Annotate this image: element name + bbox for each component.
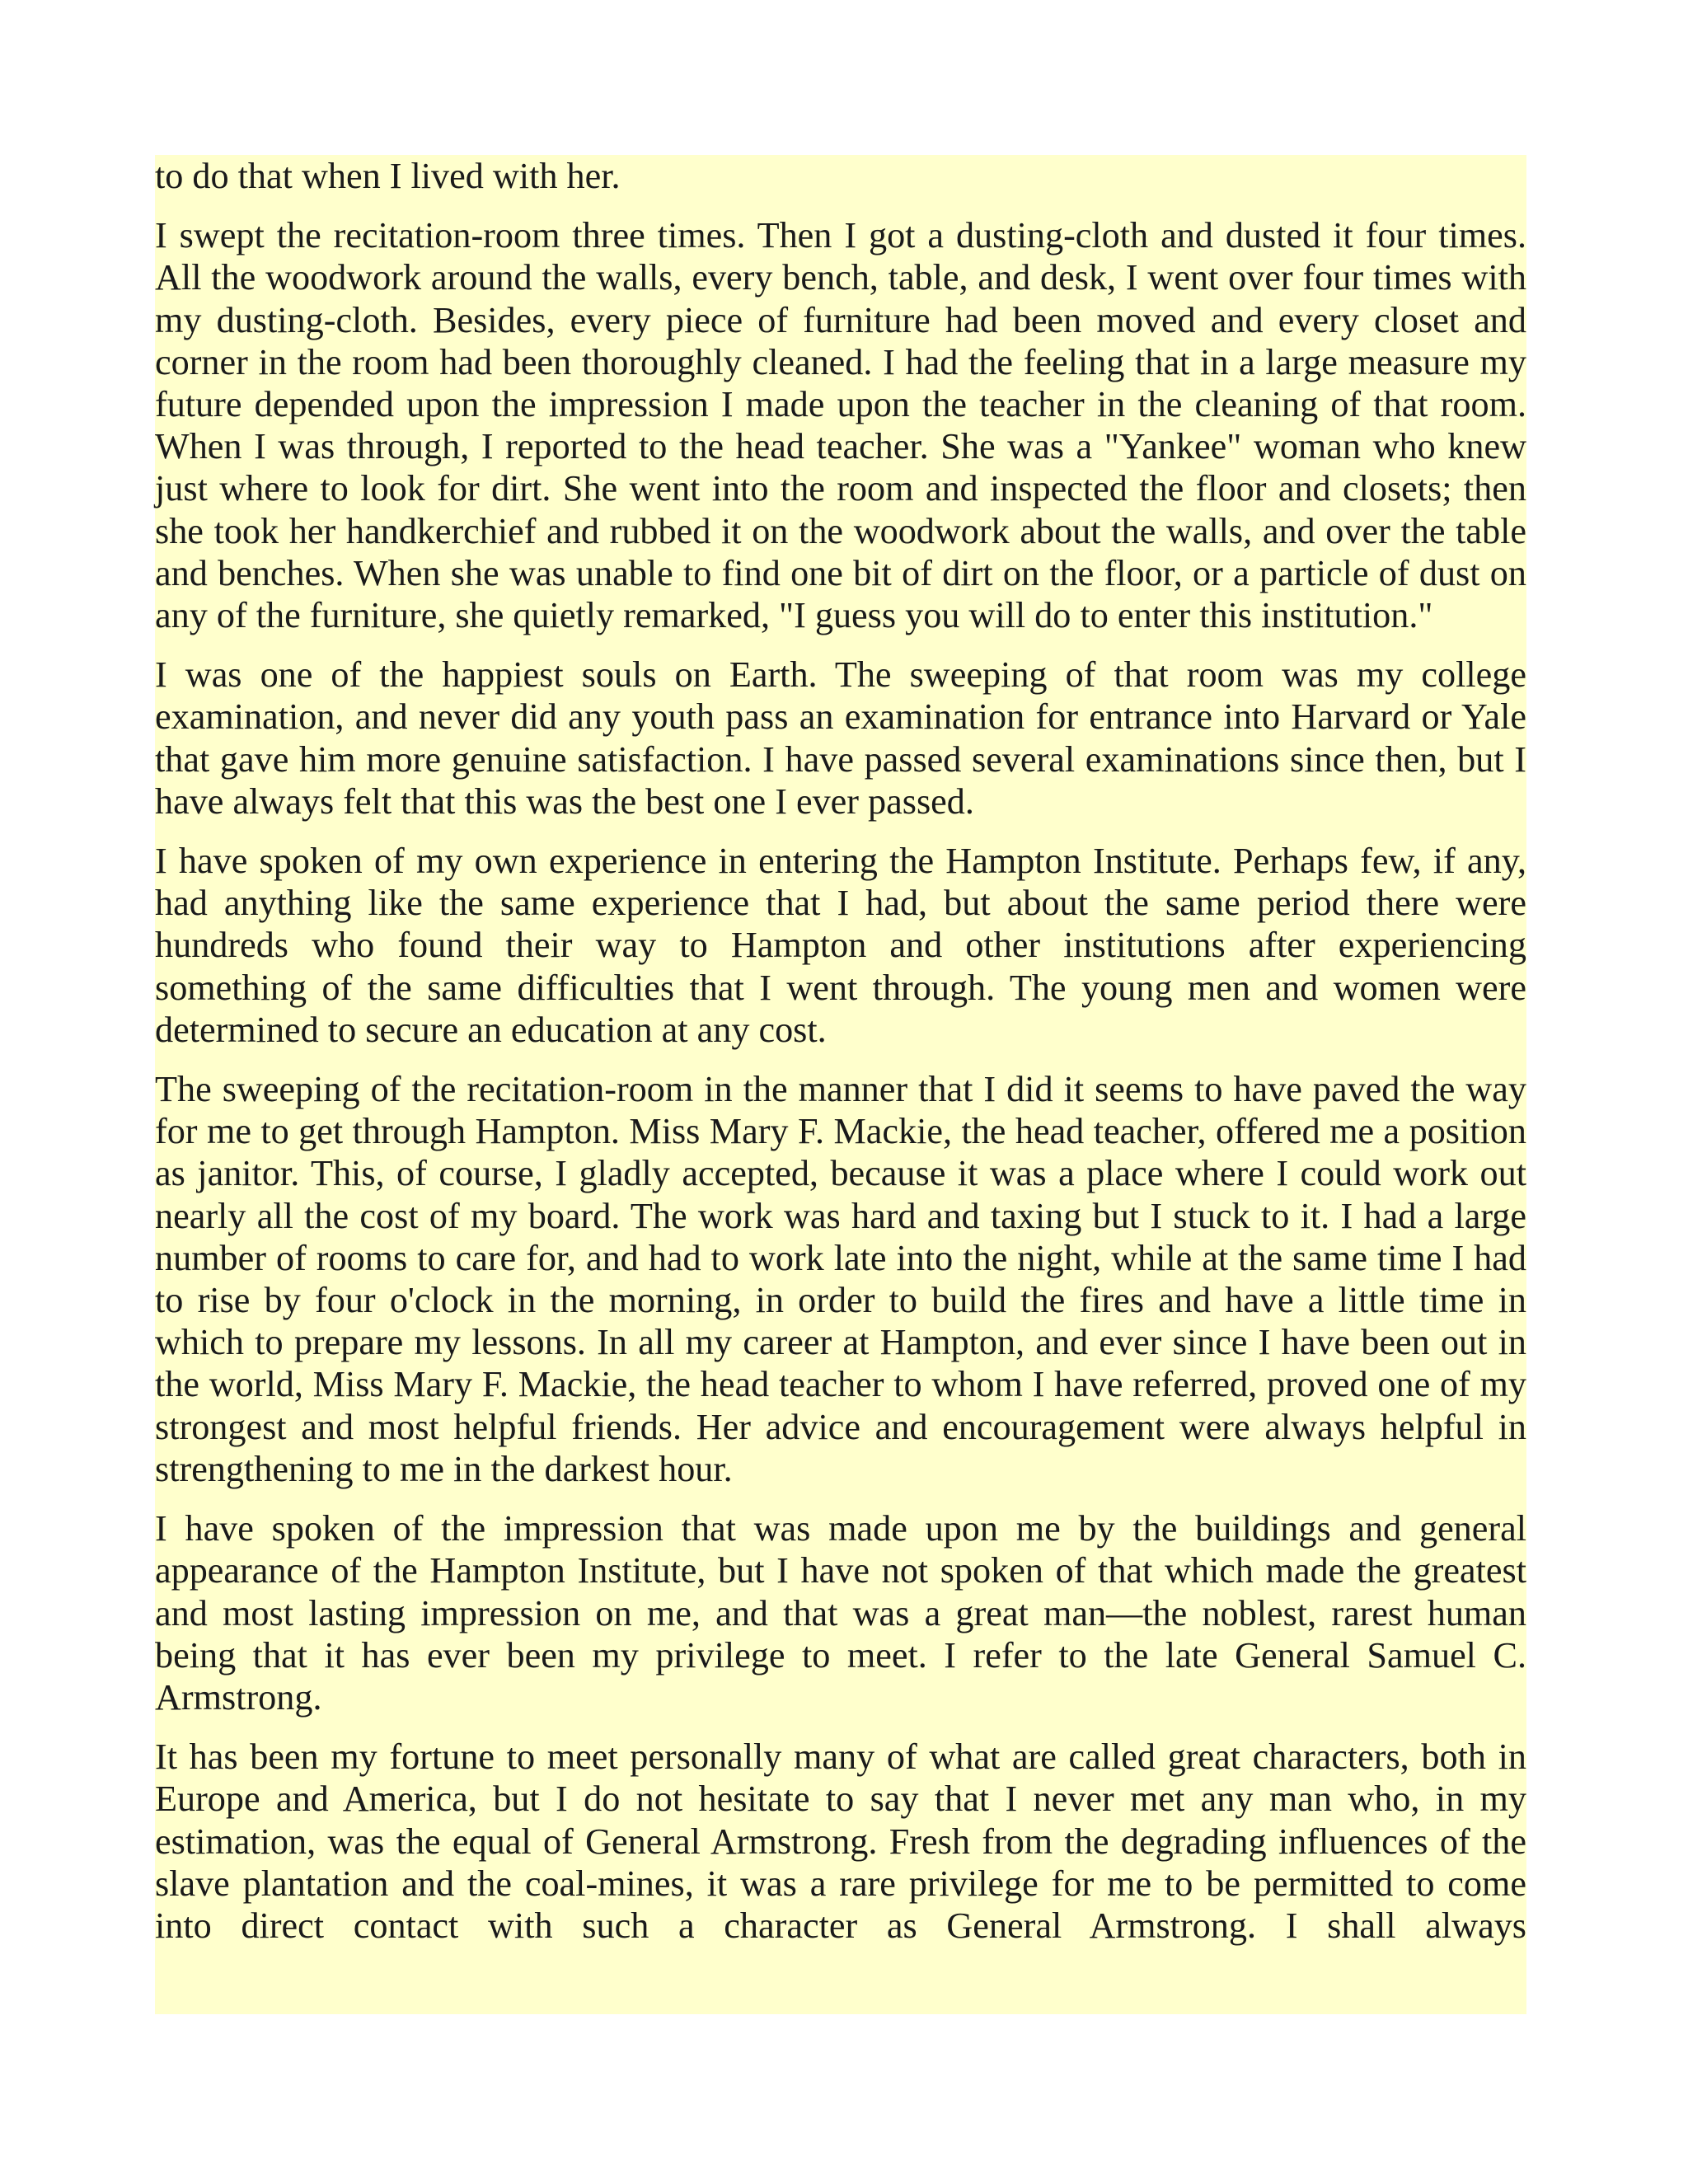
paragraph-experience: I have spoken of my own experience in entering the Hampton Institute. Perhaps few, if any, had anything like the same experience that I had, but about the same period there were hundreds who found their way to Hampton and other institutions after experiencing something of the same difficulties that I went through. The young men and women were determined to secure an education at any cost. (155, 841, 1526, 1050)
paragraph-impression: I have spoken of the impression that was made upon me by the buildings and general appearance of the Hampton Institute, but I have not spoken of that which made the greatest and most lasting impression on me, and that was a great man—the noblest, rarest human being that it has ever been my privilege to meet. I refer to the late General Samuel C. Armstrong. (155, 1508, 1526, 1718)
paragraph-janitor: The sweeping of the recitation-room in the manner that I did it seems to have paved the way for me to get through Hampton. Miss Mary F. Mackie, the head teacher, offered me a position as janitor. This, of course, I gladly accepted, because it was a place where I could work out nearly all the cost of my board. The work was hard and taxing but I stuck to it. I had a large number of rooms to care for, and had to work late into the night, while at the same time I had to rise by four o'clock in the morning, in order to build the fires and have a little time in which to prepare my lessons. In all my career at Hampton, and ever since I have been out in the world, Miss Mary F. Mackie, the head teacher to whom I have referred, proved one of my strongest and most helpful friends. Her advice and encouragement were always helpful in strengthening to me in the darkest hour. (155, 1069, 1526, 1489)
paragraph-sweeping: I swept the recitation-room three times. Then I got a dusting-cloth and dusted it four times. All the woodwork around the walls, every bench, table, and desk, I went over four times with my dusting-cloth. Besides, every piece of furniture had been moved and every closet and corner in the room had been thoroughly cleaned. I had the feeling that in a large measure my future depended upon the impression I made upon the teacher in the cleaning of that room. When I was through, I reported to the head teacher. She was a "Yankee" woman who knew just where to look for dirt. She went into the room and inspected the floor and closets; then she took her handkerchief and rubbed it on the woodwork about the walls, and over the table and benches. When she was unable to find one bit of dirt on the floor, or a particle of dust on any of the furniture, she quietly remarked, "I guess you will do to enter this institution." (155, 215, 1526, 636)
paragraph-continuation: to do that when I lived with her. (155, 156, 621, 196)
paragraph-happiest: I was one of the happiest souls on Earth. The sweeping of that room was my college examination, and never did any youth pass an examination for entrance into Harvard or Yale that gave him more genuine satisfaction. I have passed several examinations since then, but I have always felt that this was the best one I ever passed. (155, 654, 1526, 822)
paragraph-armstrong: It has been my fortune to meet personally many of what are called great characters, both in Europe and America, but I do not hesitate to say that I never met any man who, in my estimation, was the equal of General Armstrong. Fresh from the degrading influences of the slave plantation and the coal-mines, it was a rare privilege for me to be permitted to come into direct contact with such a character as General Armstrong. I shall always (155, 1736, 1526, 1946)
page-text-block (155, 155, 1526, 2014)
